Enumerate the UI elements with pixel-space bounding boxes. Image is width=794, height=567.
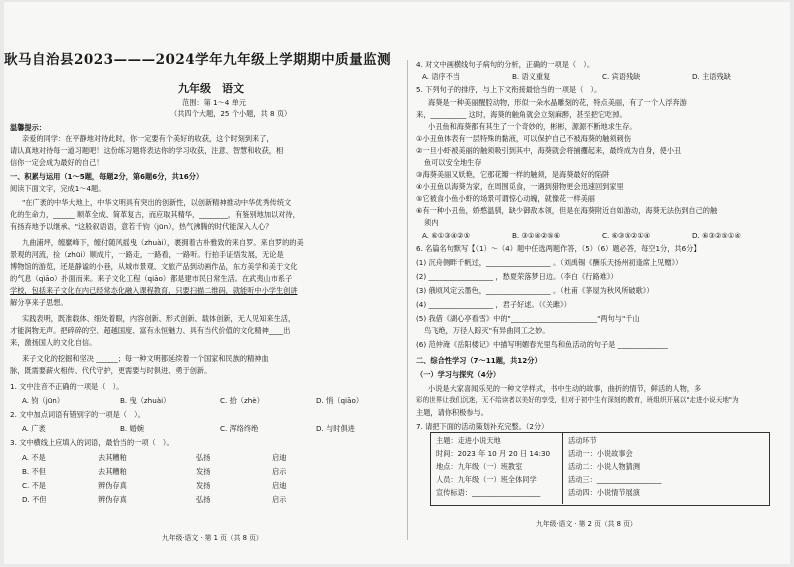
q4-option-d: D. 主语残缺 (692, 72, 731, 81)
passage-line: 脉，既需要薪火相传、代代守护，更需要与时俱进、勇于创新。 (10, 366, 212, 375)
q5-line: 鱼可以安全地生存 (424, 158, 482, 167)
plan-divider (562, 432, 563, 504)
passage-line: 解分享来子思想。 (10, 298, 68, 307)
plan-left-line: 宣传标语：___________________ (436, 488, 541, 497)
passage-line: 来，激扬国人的文化自信。 (10, 338, 97, 347)
q3-row-d-2: 辨伪存真 (98, 495, 127, 504)
plan-right-line: 活动环节 (568, 436, 597, 445)
q1-option-d: D. 悄（qiāo） (316, 396, 364, 405)
q5-line: ④小丑鱼以海葵为家，在周围觅食，一遇到猎物更会迅速回到家里 (416, 182, 624, 191)
passage-line: 的气息（qìāo）扑面而来。来子文化工程（qiāo）都是建市民日常生活。在武夷山市系子 (10, 274, 293, 283)
passage-line: 来子文化的挖掘和坚决 ______；每一种文明都延续着一个国家和民族的精神血 (22, 354, 269, 363)
para-line: 小说是大家喜闻乐见的一种文学样式，书中生动的故事，曲折的情节，鲜活的人物，多 (428, 384, 702, 393)
q5-option-c: C. ⑥③⑤②①④ (602, 231, 651, 240)
q1-option-b: B. 曳（zhuài） (120, 396, 171, 405)
plan-left-line: 时间：2023 年 10 月 20 日 14:30 (436, 449, 551, 458)
q3-row-d-1: D. 不但 (22, 495, 47, 504)
subject-title: 九年级 语文 (178, 82, 244, 95)
q5-line: ⑥有一种小丑鱼，娇憨温驯，缺少御敌本领，但是在海葵附近自如游动，海葵无法伤到自己的触 (416, 206, 718, 215)
q2-option-b: B. 婚婉 (120, 424, 144, 433)
q6-line: (2) __________________ ，愁夏荣落梦日边。（李白《行路难》） (416, 272, 618, 281)
question-2: 2. 文中加点词语有错别字的一项是（ ）。 (10, 410, 145, 419)
plan-right-line: 活动四：小说情节展演 (568, 488, 640, 497)
q5-line: 海葵是一种美丽醒腔动物，形似一朵水晶雕刻的花，特点美丽，有了一个人浮奔游 (428, 98, 687, 107)
q3-row-a-4: 启迪 (272, 453, 287, 462)
section-1-title: 一、积累与运用（1～5题，每题2分，第6题6分，共16分） (10, 172, 204, 181)
q3-row-b-1: B. 不但 (22, 467, 46, 476)
q6-line: (1) 沉舟侧畔千帆过，__________________ 。（刘禹锡《酬乐天扬州初逢席上见赠》） (416, 258, 683, 267)
passage-line: 化的生命力，______ 顺革全成、简革复古，而应取其精华，________，有鉴别地加以对待， (10, 210, 300, 219)
reading-intro: 阅读下面文字，完成1～4题。 (10, 184, 106, 193)
passage-line: 学校，包括来子文化在内已经常态化融入课程教育，只要扫描二维码，就能听中小学生创讲 (10, 286, 298, 295)
q4-option-b: B. 语义重复 (512, 72, 551, 81)
passage-line: 有扬弃地予以继承。"这般叙语语，意若千钧（jūn），热气沸腾的时代能深入人心？ (10, 222, 273, 231)
q3-row-b-2: 去其糟粕 (98, 467, 127, 476)
para-line: 彩的世界让我们沉迷，无不给读者以美好的享受，但对于初中生有深刻的教育，班组织开展以"走进小说天地"为 (416, 396, 739, 404)
q6-line: (3) 俄顷风定云墨色，__________________ 。（杜甫《茅屋为秋风所破歌》） (416, 286, 654, 295)
tips-title: 温馨提示： (10, 123, 46, 132)
plan-left-line: 人员：九年级（一）班全体同学 (436, 475, 537, 484)
q1-option-c: C. 拾（zhè） (220, 396, 264, 405)
left-footer: 九年级·语文 · 第 1 页（共 8 页） (162, 534, 263, 542)
plan-left-line: 主题：走进小说天地 (436, 436, 501, 445)
q3-row-c-4: 启迪 (272, 481, 287, 490)
passage-line: 景观的河流，捡（zhūi）顺成片，一路走，一路看，一路听。行拍手证悟发展，无论是 (10, 250, 284, 259)
question-4: 4. 对文中画横线句子病句的分析，正确的一项是（ ）。 (416, 60, 595, 69)
q1-option-a: A. 钧（jūn） (22, 396, 65, 405)
question-7: 7. 请把下面的活动策划补充完整。（2分） (416, 422, 549, 431)
q6-line: 鸟飞绝，万径人踪灭"有异曲同工之妙。 (424, 326, 550, 335)
passage-line: 才能润物无声。把碎碎的空、超越国度、富有永恒魅力、具有当代价值的文化精神____出 (10, 326, 291, 335)
question-5: 5. 下列句子的排序，与上下文衔接最恰当的一项是（ ）。 (416, 85, 602, 94)
page-divider (407, 60, 408, 540)
passage-line: 博物馆的游览，还是静谧的小巷，从城市景观、文旅产品到动画作品，东方美学和美于文化 (10, 262, 298, 271)
q3-row-d-4: 启示 (272, 495, 287, 504)
q3-row-b-4: 启示 (272, 467, 287, 476)
passage-line: 实践表明，既准载体、细处着眼，内容创新、形式创新、载体创新，无人见知来生活， (22, 314, 296, 323)
plan-left-line: 地点：九年级（一）班教室 (436, 462, 523, 471)
question-6: 6. 名篇名句默写【（1）～（4）题中任选两题作答，（5）（6）题必答，每空1分，共6分】 (416, 244, 701, 253)
q3-row-b-3: 发扬 (196, 467, 211, 476)
q2-option-a: A. 广袤 (22, 424, 46, 433)
q3-row-a-3: 弘扬 (196, 453, 211, 462)
para-line: 主题，请你积极参与。 (416, 408, 488, 417)
q3-row-a-2: 去其糟粕 (98, 453, 127, 462)
q5-line: 来，__________ 这时，海葵的触角就会立刻麻醉，甚至把它吃掉。 (416, 110, 627, 119)
right-footer: 九年级·语文 · 第 2 页（共 8 页） (536, 520, 637, 528)
plan-right-line: 活动三：__________________ (568, 475, 662, 484)
q3-row-d-3: 弘扬 (196, 495, 211, 504)
plan-right-line: 活动二：小说人物猜测 (568, 462, 640, 471)
q5-line: ②一旦小虾被美丽的触须吸引到其中，海葵就会将捕攫起来，最终成为自身，使小丑 (416, 146, 682, 155)
q3-row-a-1: A. 不是 (22, 453, 46, 462)
q2-option-c: C. 浑络终绝 (220, 424, 259, 433)
passage-line: "在广袤的中华大地上，中华文明具有突出的创新性，以创新精神推动中华优秀传统文 (22, 198, 292, 207)
q5-line: ①小丑鱼体表有一层特殊的黏液，可以保护自己不被海葵的触须刺伤 (416, 134, 631, 143)
q3-row-c-3: 发扬 (196, 481, 211, 490)
passage-line: 九曲浦坪，缠縻峰下，缠付随风摇曳（zhuài），裹拥着古朴雅致的来自罗。来自罗的的美 (22, 238, 304, 247)
q6-line: (4) __________________ ，君子好逑。（《关雎》） (416, 300, 571, 309)
q5-option-b: B. ③①④②⑤⑥ (512, 231, 561, 240)
exam-header-title: 耿马自治县2023———2024学年九年级上学期期中质量监测 (4, 52, 392, 68)
q5-line: 须内 (424, 218, 439, 227)
q5-line: ⑤它被食小鱼小虾的场景可谓惊心动魄，就像花一样美丽 (416, 194, 595, 203)
q5-line: ③海葵美丽又妖艳，它那花瓣一样的触须，是海葵最好的陷阱 (416, 170, 610, 179)
q5-option-a: A. ⑥①③④②⑤ (422, 231, 471, 240)
question-1: 1. 文中注音不正确的一项是（ ）。 (10, 382, 124, 391)
q4-option-a: A. 语序不当 (422, 72, 461, 81)
q3-row-c-2: 辨伪存真 (98, 481, 127, 490)
range-text: 范围：第 1～4 单元 (182, 98, 247, 107)
plan-right-line: 活动一：小说故事会 (568, 449, 633, 458)
q5-option-d: D. ⑥③②⑤①④ (692, 231, 741, 240)
section-2-title: 二、综合性学习（7～11题，共12分） (416, 356, 542, 365)
q6-line: (6) 范仲淹《岳阳楼记》中描写明媚春光里鸟和鱼活动的句子是 ______________ (416, 340, 668, 349)
tips-line-3: 信你一定会成为最好的自己！ (10, 158, 104, 167)
q4-option-c: C. 宾语残缺 (602, 72, 641, 81)
q2-option-d: D. 与时俱进 (316, 424, 355, 433)
subsection-title: （一）学习与探究（4分） (416, 370, 501, 379)
tips-line-2: 请认真地对待每一道习题吧！这份练习题将表达你的学习收获，注意、智慧和收获，相 (10, 146, 284, 155)
question-3: 3. 文中横线上应填入的词语，最恰当的一项（ ）。 (10, 438, 174, 447)
q5-line: 小丑鱼和海葵都有其生了一个奇妙的，彬彬，源源不断地求生存。 (428, 122, 637, 131)
tips-line-1: 亲爱的同学：在平静地对待此时，你一定要有个美好的收获，这个时刻到来了， (22, 134, 274, 143)
q3-row-c-1: C. 不是 (22, 481, 46, 490)
q6-line: (5) 我借《湖心亭看雪》中的"________________________"两句与"千山 (416, 314, 640, 323)
count-text: （共四个大题，25 个小题，共 8 页） (170, 109, 292, 118)
